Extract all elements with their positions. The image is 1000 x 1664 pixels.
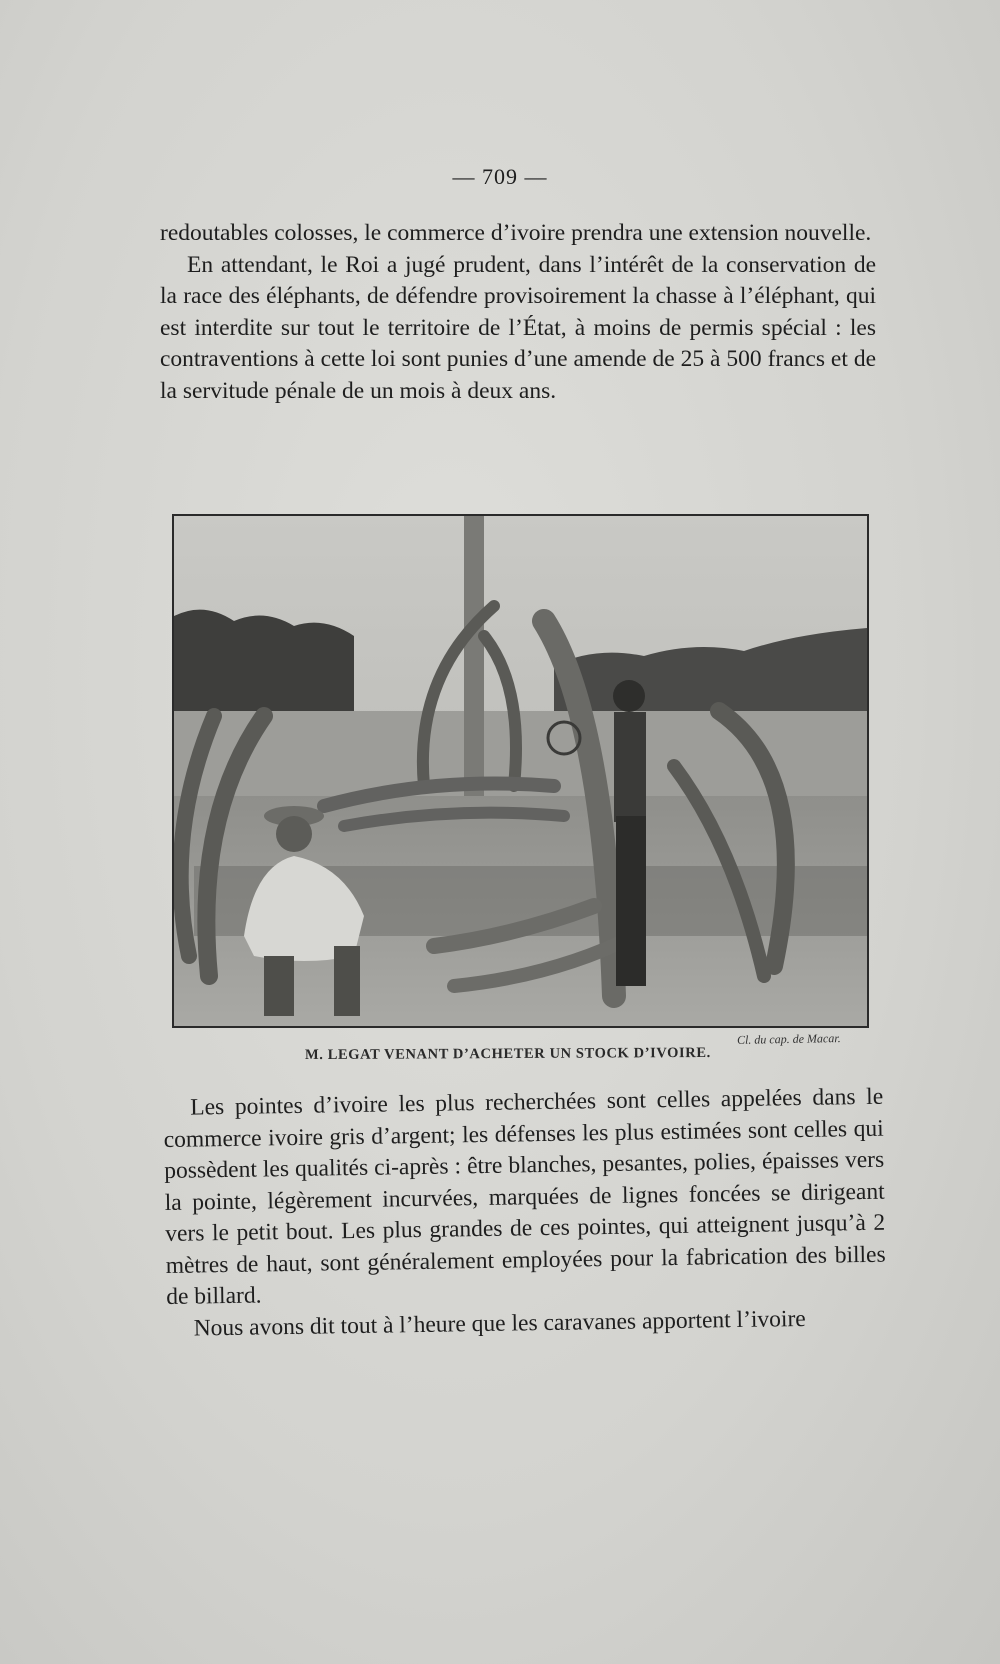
paragraph-4: Nous avons dit tout à l’heure que les caravanes apportent l’ivoire bbox=[193, 1305, 806, 1342]
paragraph-2: En attendant, le Roi a jugé prudent, dans l’intérêt de la conservation de la race des éléphants, de défendre provisoirement la chasse à l’éléphant, qui est interdite sur tout le territoire de l’État, à moins de permis spécial : les contraventions à cette loi sont punies d’une amende de 25 à 500 francs et de la servitude pénale de un mois à deux ans. bbox=[160, 251, 876, 404]
photo-credit: Cl. du cap. de Macar. bbox=[736, 1031, 841, 1047]
ivory-photograph bbox=[172, 514, 869, 1028]
page-number: — 709 — bbox=[452, 164, 548, 189]
text-block-bottom bbox=[163, 1082, 887, 1345]
paragraph-1: redoutables colosses, le commerce d’ivoire prendra une extension nouvelle. bbox=[160, 220, 872, 246]
figure-caption: M. LEGAT VENANT D’ACHETER UN STOCK D’IVOIRE. bbox=[304, 1044, 711, 1064]
photo-illustration bbox=[174, 516, 867, 1026]
text-block-top bbox=[160, 218, 876, 407]
paragraph-3: Les pointes d’ivoire les plus recherchées sont celles appelées dans le commerce ivoire gris d’argent; les défenses les plus estimées sont celles qui possèdent les qualités ci-après : être blanches, pesantes, polies, épaisses vers la pointe, légèrement incurvées, marquées de lignes foncées se dirigeant vers le petit bout. Les plus grandes de ces pointes, qui atteignent jusqu’à 2 mètres de haut, sont généralement employées pour la fabrication des billes de billard. bbox=[163, 1083, 886, 1310]
